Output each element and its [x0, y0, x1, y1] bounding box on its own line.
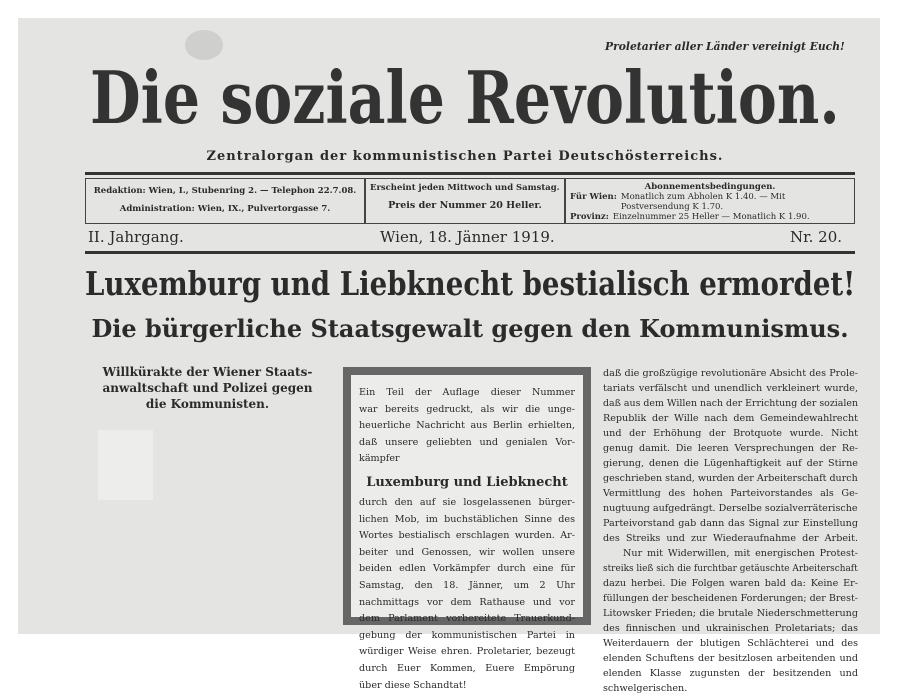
text-line: heuerliche Nachricht aus Berlin erhielten,: [359, 420, 575, 432]
text-line: Vermittlung des hohen Parteivorstandes als Ge-: [603, 488, 858, 499]
headline: Luxemburg und Liebknecht bestialisch ermordet!: [85, 264, 856, 303]
text-line: streiks ließ sich die furchtbar getäuschte Arbeiterschaft: [603, 563, 858, 574]
text-line: Samstag, den 18. Jänner, um 2 Uhr: [359, 579, 575, 591]
redaktion-address: Redaktion: Wien, I., Stubenring 2. — Telephon 22.7.08.: [93, 186, 357, 196]
text-line: kämpfer: [359, 453, 400, 465]
text-line: füllungen der bescheidenen Forderungen; der Brest-: [603, 593, 858, 604]
text-line: die Kommunisten.: [145, 397, 270, 411]
text-line: elenden Klasse zugunsten der besitzenden und: [603, 668, 858, 679]
newspaper-title: Die soziale Revolution.: [90, 55, 840, 140]
text-line: gierung, denen die Lügenhaftigkeit auf der Stirne: [603, 458, 858, 469]
left-column-heading: [85, 364, 330, 412]
province-rates: Einzelnummer 25 Heller — Monatlich K 1.90.: [612, 212, 810, 222]
text-line: beiter und Genossen, wir wollen unsere: [359, 546, 575, 558]
box-heading: Luxemburg und Liebknecht: [366, 474, 568, 490]
province-label: Provinz:: [570, 212, 609, 222]
text-line: Republik der Wille nach dem Gemeindewahlrecht: [603, 413, 858, 424]
text-line: durch den auf sie losgelassenen bürger-: [359, 496, 575, 508]
text-line: geschrieben stand, wurden der Arbeiterschaft durch: [603, 473, 858, 484]
text-line: dazu herbei. Die Folgen waren bald da: Keine Er-: [603, 578, 858, 589]
text-line: lichen Mob, im buchstäblichen Sinne des: [359, 513, 575, 525]
administration-address: Administration: Wien, IX., Pulvertorgasse 7.: [119, 204, 331, 214]
issue-date: Wien, 18. Jänner 1919.: [380, 228, 555, 246]
text-line: Parteivorstand gab dann das Signal zur Einstellung: [603, 518, 858, 529]
issue-number: Nr. 20.: [790, 228, 843, 246]
text-line: Nur mit Widerwillen, mit energischen Protest-: [623, 548, 858, 559]
text-line: daß die großzügige revolutionäre Absicht des Prole-: [603, 368, 858, 379]
text-line: Ein Teil der Auflage dieser Nummer: [359, 387, 575, 398]
text-line: Wortes bestialisch erschlagen wurden. Ar-: [359, 530, 575, 542]
text-line: nugtuung aufgedrängt. Derselbe sozialverräterische: [603, 503, 858, 514]
newspaper-subtitle: Zentralorgan der kommunistischen Partei Deutschösterreichs.: [206, 149, 724, 164]
vienna-rates: Monatlich zum Abholen K 1.40. — Mit Postversendung K 1.70.: [620, 192, 786, 212]
box-intro: [359, 385, 575, 468]
divider: [85, 251, 855, 254]
publication-info: [365, 178, 565, 224]
text-line: Willkürakte der Wiener Staats-: [102, 365, 313, 379]
text-line: des Streiks und zur Wiederaufnahme der Arbeit.: [603, 533, 858, 544]
text-line: daß aus dem Willen nach der Errichtung der sozialen: [603, 398, 859, 409]
text-line: daß unsere geliebten und genialen Vor-: [359, 436, 575, 448]
text-line: und der Erhöhung der Brotquote wurde. Nicht: [603, 428, 858, 439]
editorial-info: [85, 178, 365, 224]
announcement-box: [343, 367, 591, 691]
article-column: [603, 366, 858, 696]
text-line: gebung der kommunistischen Partei in: [359, 629, 575, 641]
text-line: genug damit. Die leeren Versprechungen der Re-: [603, 443, 858, 454]
text-line: tariats verfälscht und unendlich verkleinert wurde,: [603, 383, 858, 394]
schedule: Erscheint jeden Mittwoch und Samstag.: [370, 183, 560, 193]
text-line: nachmittags vor dem Rathause und vor: [359, 596, 575, 608]
price: Preis der Nummer 20 Heller.: [388, 200, 542, 211]
text-line: durch Euer Kommen, Euere Empörung: [359, 662, 575, 674]
subheadline: Die bürgerliche Staatsgewalt gegen den Kommunismus.: [91, 314, 849, 343]
text-line: Weiterdauern der blutigen Schlächterei und des: [603, 638, 858, 649]
box-body: [359, 495, 575, 694]
text-line: anwaltschaft und Polizei gegen: [102, 381, 313, 395]
blank-area: [98, 430, 153, 500]
text-line: Litowsker Frieden; die brutale Niederschmetterung: [603, 608, 858, 619]
divider: [85, 172, 855, 175]
text-line: des finnischen und ukrainischen Proletariats; das: [603, 623, 858, 634]
text-line: war bereits gedruckt, als wir die unge-: [359, 403, 575, 415]
volume: II. Jahrgang.: [88, 228, 184, 246]
text-line: schwelgerischen.: [603, 683, 688, 694]
text-line: würdiger Weise ehren. Proletarier, bezeugt: [359, 646, 575, 658]
slogan: Proletarier aller Länder vereinigt Euch!: [605, 40, 845, 53]
vienna-label: Für Wien:: [570, 192, 617, 202]
text-line: dem Parlament vorbereitete Trauerkund-: [359, 613, 575, 625]
info-box: [85, 178, 855, 224]
text-line: über diese Schandtat!: [359, 679, 467, 691]
subscription-title: Abonnementsbedingungen.: [644, 182, 776, 192]
subscription-info: [565, 178, 855, 224]
text-line: beiden edlen Vorkämpfer durch eine für: [359, 563, 575, 575]
text-line: elenden Schuftens der besitzlosen arbeitenden und: [603, 653, 858, 664]
